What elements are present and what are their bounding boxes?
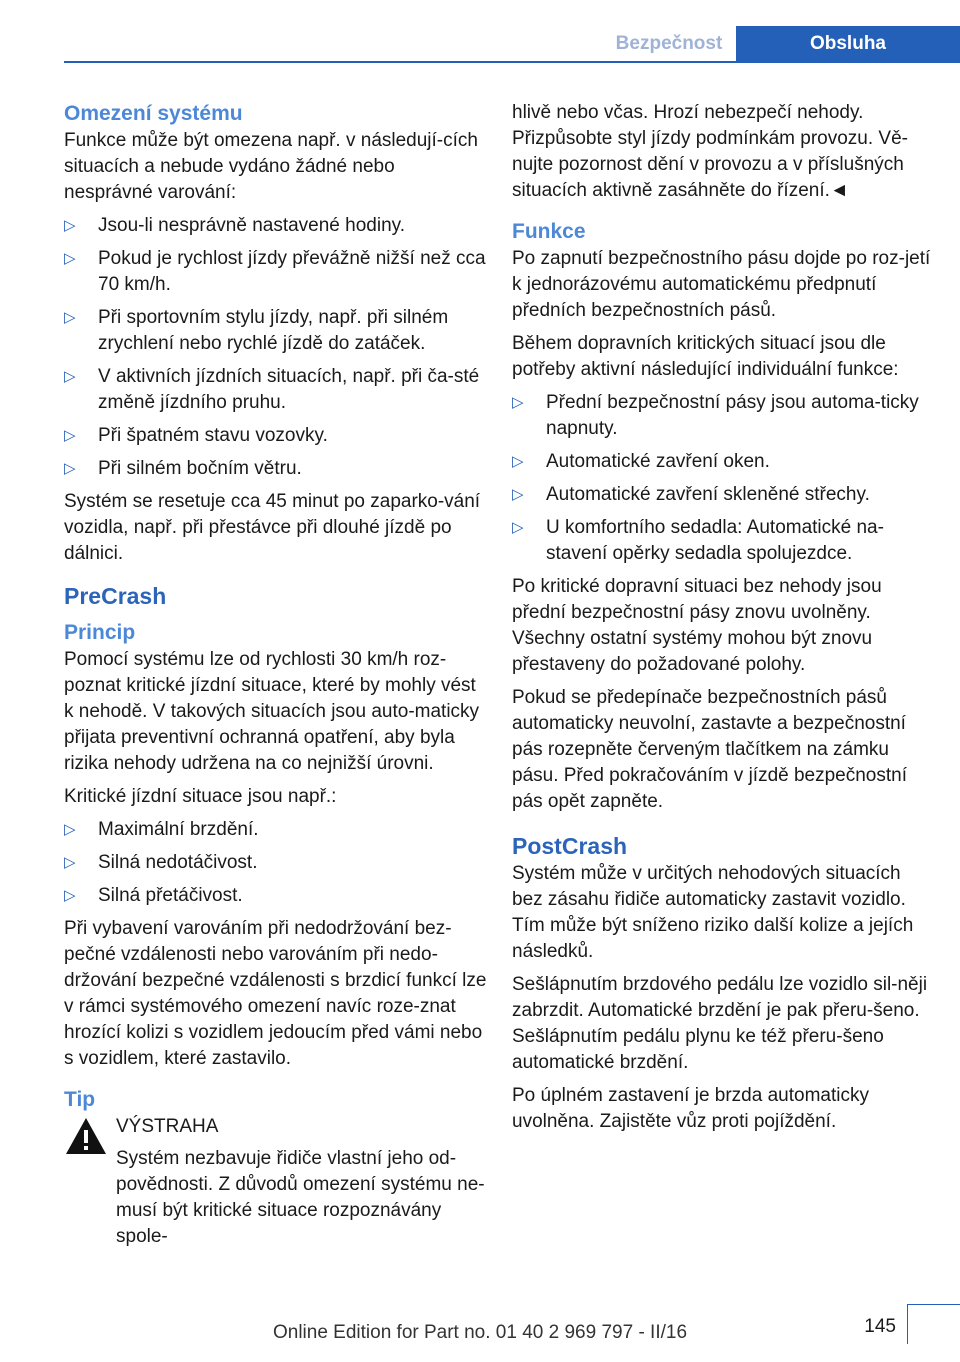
list-item: ▷ Jsou-li nesprávně nastavené hodiny. xyxy=(64,213,488,239)
tab-obsluha[interactable]: Obsluha xyxy=(736,26,960,62)
paragraph: Systém se resetuje cca 45 minut po zaparko‐vání vozidla, např. při přestávce při dlouhé jízdě po dálnici. xyxy=(64,491,481,564)
paragraph: Po kritické dopravní situaci bez nehody jsou přední bezpečnostní pásy znovu uvolněny. Všechny ostatní systémy mohou být znovu přestaveny do požadované polohy. xyxy=(512,576,882,675)
paragraph: Po zapnutí bezpečnostního pásu dojde po roz‐jetí k jednorázovému automatickému předpnutí předních bezpečnostních pásů. xyxy=(512,248,931,321)
triangle-bullet-icon: ▷ xyxy=(512,453,524,470)
page-number-rule xyxy=(907,1304,960,1305)
list-item: ▷ Pokud je rychlost jízdy převážně nižší než cca 70 km/h. xyxy=(64,248,486,295)
heading-omezeni: Omezení systému xyxy=(64,102,243,125)
triangle-bullet-icon: ▷ xyxy=(64,887,76,904)
right-column xyxy=(512,100,936,1142)
warning-block xyxy=(64,1114,488,1250)
paragraph: Funkce může být omezena např. v následují‐cích situacích a nebude vydáno žádné nebo nesprávné varování: xyxy=(64,130,478,203)
triangle-bullet-icon: ▷ xyxy=(64,217,76,234)
list-item: ▷ Přední bezpečnostní pásy jsou automa‐ticky napnuty. xyxy=(512,392,919,439)
paragraph: Sešlápnutím brzdového pedálu lze vozidlo sil‐něji zabrzdit. Automatické brzdění je pak přeru‐šeno. Sešlápnutím pedálu plynu ke též přeru‐šeno automatické brzdění. xyxy=(512,974,928,1073)
header-rule xyxy=(64,61,960,63)
triangle-bullet-icon: ▷ xyxy=(64,821,76,838)
tab-bezpecnost[interactable]: Bezpečnost xyxy=(615,33,723,54)
list-item: ▷ Automatické zavření oken. xyxy=(512,449,936,475)
list-item: ▷ Při špatném stavu vozovky. xyxy=(64,423,488,449)
warning-text: Systém nezbavuje řidiče vlastní jeho od‐povědnosti. Z důvodů omezení systému ne‐musí být kritické situace rozpoznávány spole‐ xyxy=(116,1148,485,1247)
paragraph: Systém může v určitých nehodových situacích bez zásahu řidiče automaticky zastavit vozidlo. Tím může být sníženo riziko další kolize a jejích následků. xyxy=(512,863,914,962)
paragraph: Kritické jízdní situace jsou např.: xyxy=(64,786,337,807)
triangle-bullet-icon: ▷ xyxy=(512,519,524,536)
header-tabs xyxy=(602,26,960,62)
list-critical-situations xyxy=(64,817,488,909)
list-item: ▷ Maximální brzdění. xyxy=(64,817,488,843)
triangle-bullet-icon: ▷ xyxy=(512,394,524,411)
footer-edition: Online Edition for Part no. 01 40 2 969 797 - II/16 xyxy=(272,1322,688,1343)
list-item: ▷ Při silném bočním větru. xyxy=(64,456,488,482)
list-item: ▷ Automatické zavření skleněné střechy. xyxy=(512,482,936,508)
list-functions xyxy=(512,390,936,567)
left-column xyxy=(64,100,488,1250)
paragraph: Pokud se předepínače bezpečnostních pásů automaticky neuvolní, zastavte a bezpečnostní pás rozepněte červeným tlačítkem na zámku pásu. Před pokračováním v jízdě bezpečnostní pás opět zapněte. xyxy=(512,687,908,812)
paragraph: Po úplném zastavení je brzda automaticky uvolněna. Zajistěte vůz proti pojíždění. xyxy=(512,1085,869,1132)
triangle-bullet-icon: ▷ xyxy=(64,368,76,385)
triangle-bullet-icon: ▷ xyxy=(64,309,76,326)
paragraph: Pomocí systému lze od rychlosti 30 km/h roz‐poznat kritické jízdní situace, které by mohly vést k nehodě. V takových situacích jsou auto‐maticky přijata preventivní ochranná opatření, aby byla rizika nehody udržena na co nejnižší úrovni. xyxy=(64,649,480,774)
paragraph: hlivě nebo včas. Hrozí nebezpečí nehody. Přizpůsobte styl jízdy podmínkám provozu. Vě‐nujte pozornost dění v provozu a v příslušných situacích aktivně zasáhněte do řízení.◄ xyxy=(512,102,909,201)
paragraph: Při vybavení varováním při nedodržování bez‐pečné vzdálenosti nebo varováním při nedo‐držování bezpečné vzdálenosti s brzdicí funkcí lze v rámci systémového omezení navíc roze‐znat hrozící kolizi s vozidlem jedoucím před vámi nebo s vozidlem, které zastavilo. xyxy=(64,918,487,1069)
heading-princip: Princip xyxy=(64,621,136,644)
triangle-bullet-icon: ▷ xyxy=(512,486,524,503)
paragraph: Během dopravních kritických situací jsou dle potřeby aktivní následující individuální funkce: xyxy=(512,333,899,380)
triangle-bullet-icon: ▷ xyxy=(64,427,76,444)
list-item: ▷ V aktivních jízdních situacích, např. při ča‐sté změně jízdního pruhu. xyxy=(64,366,480,413)
triangle-bullet-icon: ▷ xyxy=(64,460,76,477)
heading-precrash: PreCrash xyxy=(64,583,167,609)
list-item: ▷ Při sportovním stylu jízdy, např. při silném zrychlení nebo rychlé jízdě do zatáček. xyxy=(64,307,449,354)
heading-funkce: Funkce xyxy=(512,220,586,243)
list-item: ▷ Silná přetáčivost. xyxy=(64,883,488,909)
triangle-bullet-icon: ▷ xyxy=(64,854,76,871)
list-item: ▷ U komfortního sedadla: Automatické na‐stavení opěrky sedadla spolujezdce. xyxy=(512,517,884,564)
heading-tip: Tip xyxy=(64,1088,96,1111)
warning-heading: VÝSTRAHA xyxy=(116,1116,219,1137)
list-item: ▷ Silná nedotáčivost. xyxy=(64,850,488,876)
list-limitations xyxy=(64,213,488,482)
heading-postcrash: PostCrash xyxy=(512,833,628,859)
page-number: 145 xyxy=(864,1316,896,1337)
triangle-bullet-icon: ▷ xyxy=(64,250,76,267)
